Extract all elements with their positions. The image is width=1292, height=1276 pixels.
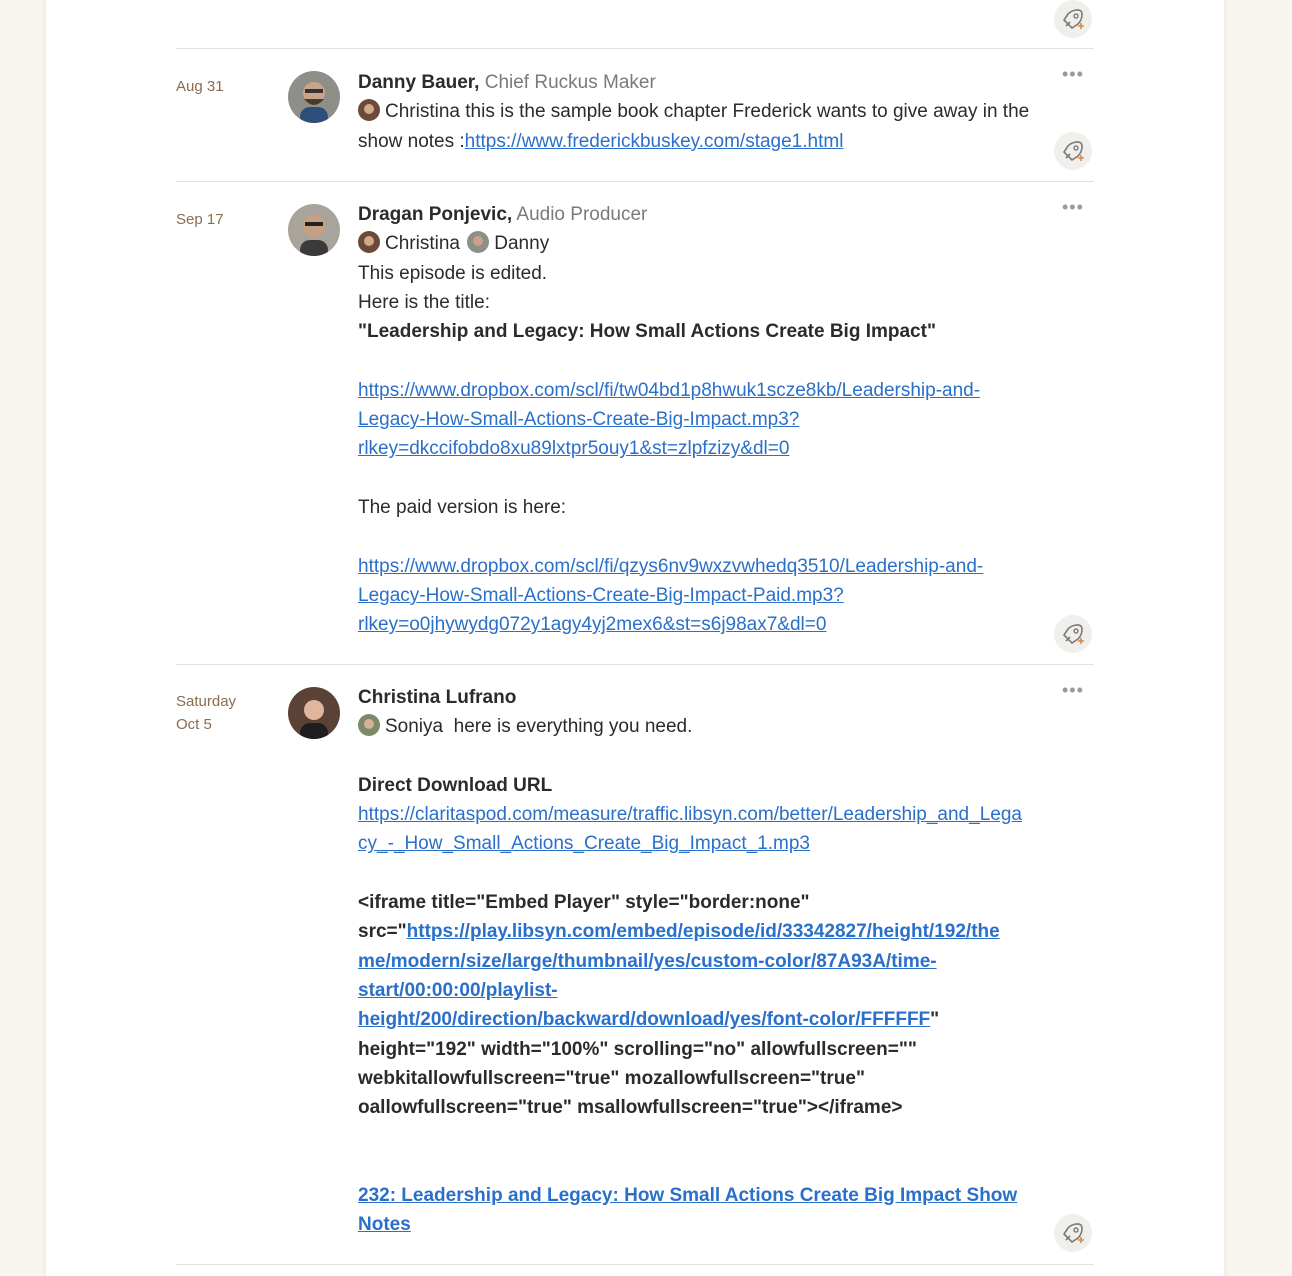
comment-christina: [176, 665, 1094, 1265]
embed-src-link-cont[interactable]: start/00:00:00/playlist-: [358, 979, 558, 1001]
direct-download-label: Direct Download URL: [358, 774, 553, 796]
mention-danny[interactable]: Danny: [494, 233, 550, 255]
comment-body: [358, 68, 1058, 156]
author-role: Audio Producer: [516, 204, 648, 225]
author-name[interactable]: Christina Lufrano: [358, 687, 517, 708]
comment-danny: [176, 49, 1094, 181]
mention-avatar: [467, 231, 489, 253]
direct-download-link-cont[interactable]: cy_-_How_Small_Actions_Create_Big_Impact_1.mp3: [358, 833, 811, 855]
embed-code: src=": [358, 921, 407, 943]
dropbox-link-paid-cont[interactable]: Legacy-How-Small-Actions-Create-Big-Impact-Paid.mp3?: [358, 584, 844, 606]
comment-dragan: [176, 182, 1094, 664]
comment-text: The paid version is here:: [358, 496, 567, 518]
comment-text: here is everything you need.: [443, 716, 693, 738]
boost-button[interactable]: [1054, 132, 1092, 170]
dropbox-link-paid[interactable]: https://www.dropbox.com/scl/fi/qzys6nv9wxzvwhedq3510/Leadership-and-: [358, 555, 984, 577]
comment-date: Aug 31: [176, 78, 224, 95]
more-options-icon[interactable]: •••: [1062, 197, 1084, 217]
embed-src-link-cont[interactable]: height/200/direction/backward/download/yes/font-color/FFFFFF: [358, 1009, 931, 1031]
comment-date: Sep 17: [176, 211, 224, 228]
author-name[interactable]: Dragan Ponjevic,: [358, 204, 513, 225]
boost-rocket-icon: [1054, 0, 1092, 38]
boost-button[interactable]: [1054, 1214, 1092, 1252]
embed-code: height="192" width="100%" scrolling="no" allowfullscreen="": [358, 1038, 917, 1060]
mention-avatar: [358, 714, 380, 736]
comment-link[interactable]: https://www.frederickbuskey.com/stage1.html: [464, 130, 844, 152]
comment-date: Saturday Oct 5: [176, 693, 237, 733]
author-name[interactable]: Danny Bauer,: [358, 72, 480, 93]
mention-avatar: [358, 99, 380, 121]
more-options-icon[interactable]: •••: [1062, 680, 1084, 700]
mention-avatar: [358, 231, 380, 253]
page-container: [46, 0, 1224, 1276]
embed-src-link-cont[interactable]: me/modern/size/large/thumbnail/yes/custom-color/87A93A/time-: [358, 950, 937, 972]
avatar[interactable]: [288, 204, 340, 256]
show-notes-link[interactable]: 232: Leadership and Legacy: How Small Actions Create Big Impact Show: [358, 1185, 1018, 1207]
avatar[interactable]: [288, 687, 340, 739]
show-notes-link-cont[interactable]: Notes: [358, 1214, 411, 1236]
boost-rocket-icon: [1054, 132, 1092, 170]
boost-button[interactable]: [1054, 615, 1092, 653]
episode-title: "Leadership and Legacy: How Small Actions Create Big Impact": [358, 321, 936, 343]
comment-text: this is the sample book chapter Frederick wants to give away in the show notes :: [358, 101, 1030, 152]
direct-download-link[interactable]: https://claritaspod.com/measure/traffic.libsyn.com/better/Leadership_and_Lega: [358, 804, 1022, 826]
more-options-icon[interactable]: •••: [1062, 64, 1084, 84]
comment-body: [358, 200, 1058, 639]
avatar[interactable]: [288, 71, 340, 123]
embed-src-link[interactable]: https://play.libsyn.com/embed/episode/id/33342827/height/192/the: [406, 921, 1000, 943]
boost-rocket-icon: [1054, 1214, 1092, 1252]
boost-rocket-icon: [1054, 615, 1092, 653]
separator: [176, 1264, 1094, 1265]
embed-code: ": [930, 1009, 940, 1031]
embed-code: <iframe title="Embed Player" style="border:none": [358, 892, 810, 914]
mention-christina[interactable]: Christina: [385, 233, 460, 255]
embed-code: webkitallowfullscreen="true" mozallowfullscreen="true": [358, 1067, 865, 1089]
comment-body: [358, 683, 1058, 1240]
embed-code: oallowfullscreen="true" msallowfullscreen="true"></iframe>: [358, 1097, 903, 1119]
comment-text: Here is the title:: [358, 291, 490, 313]
dropbox-link-free[interactable]: https://www.dropbox.com/scl/fi/tw04bd1p8hwuk1scze8kb/Leadership-and-: [358, 379, 981, 401]
comment-text: This episode is edited.: [358, 262, 548, 284]
author-role: Chief Ruckus Maker: [484, 72, 656, 93]
dropbox-link-free-cont[interactable]: Legacy-How-Small-Actions-Create-Big-Impact.mp3?: [358, 409, 800, 431]
mention-christina[interactable]: Christina: [385, 101, 460, 123]
boost-button[interactable]: [1054, 0, 1092, 38]
mention-soniya[interactable]: Soniya: [385, 716, 444, 738]
dropbox-link-paid-cont[interactable]: rlkey=o0jhywydg072y1agy4yj2mex6&st=s6j98ax7&dl=0: [358, 614, 827, 636]
dropbox-link-free-cont[interactable]: rlkey=dkccifobdo8xu89lxtpr5ouy1&st=zlpfzizy&dl=0: [358, 438, 790, 460]
